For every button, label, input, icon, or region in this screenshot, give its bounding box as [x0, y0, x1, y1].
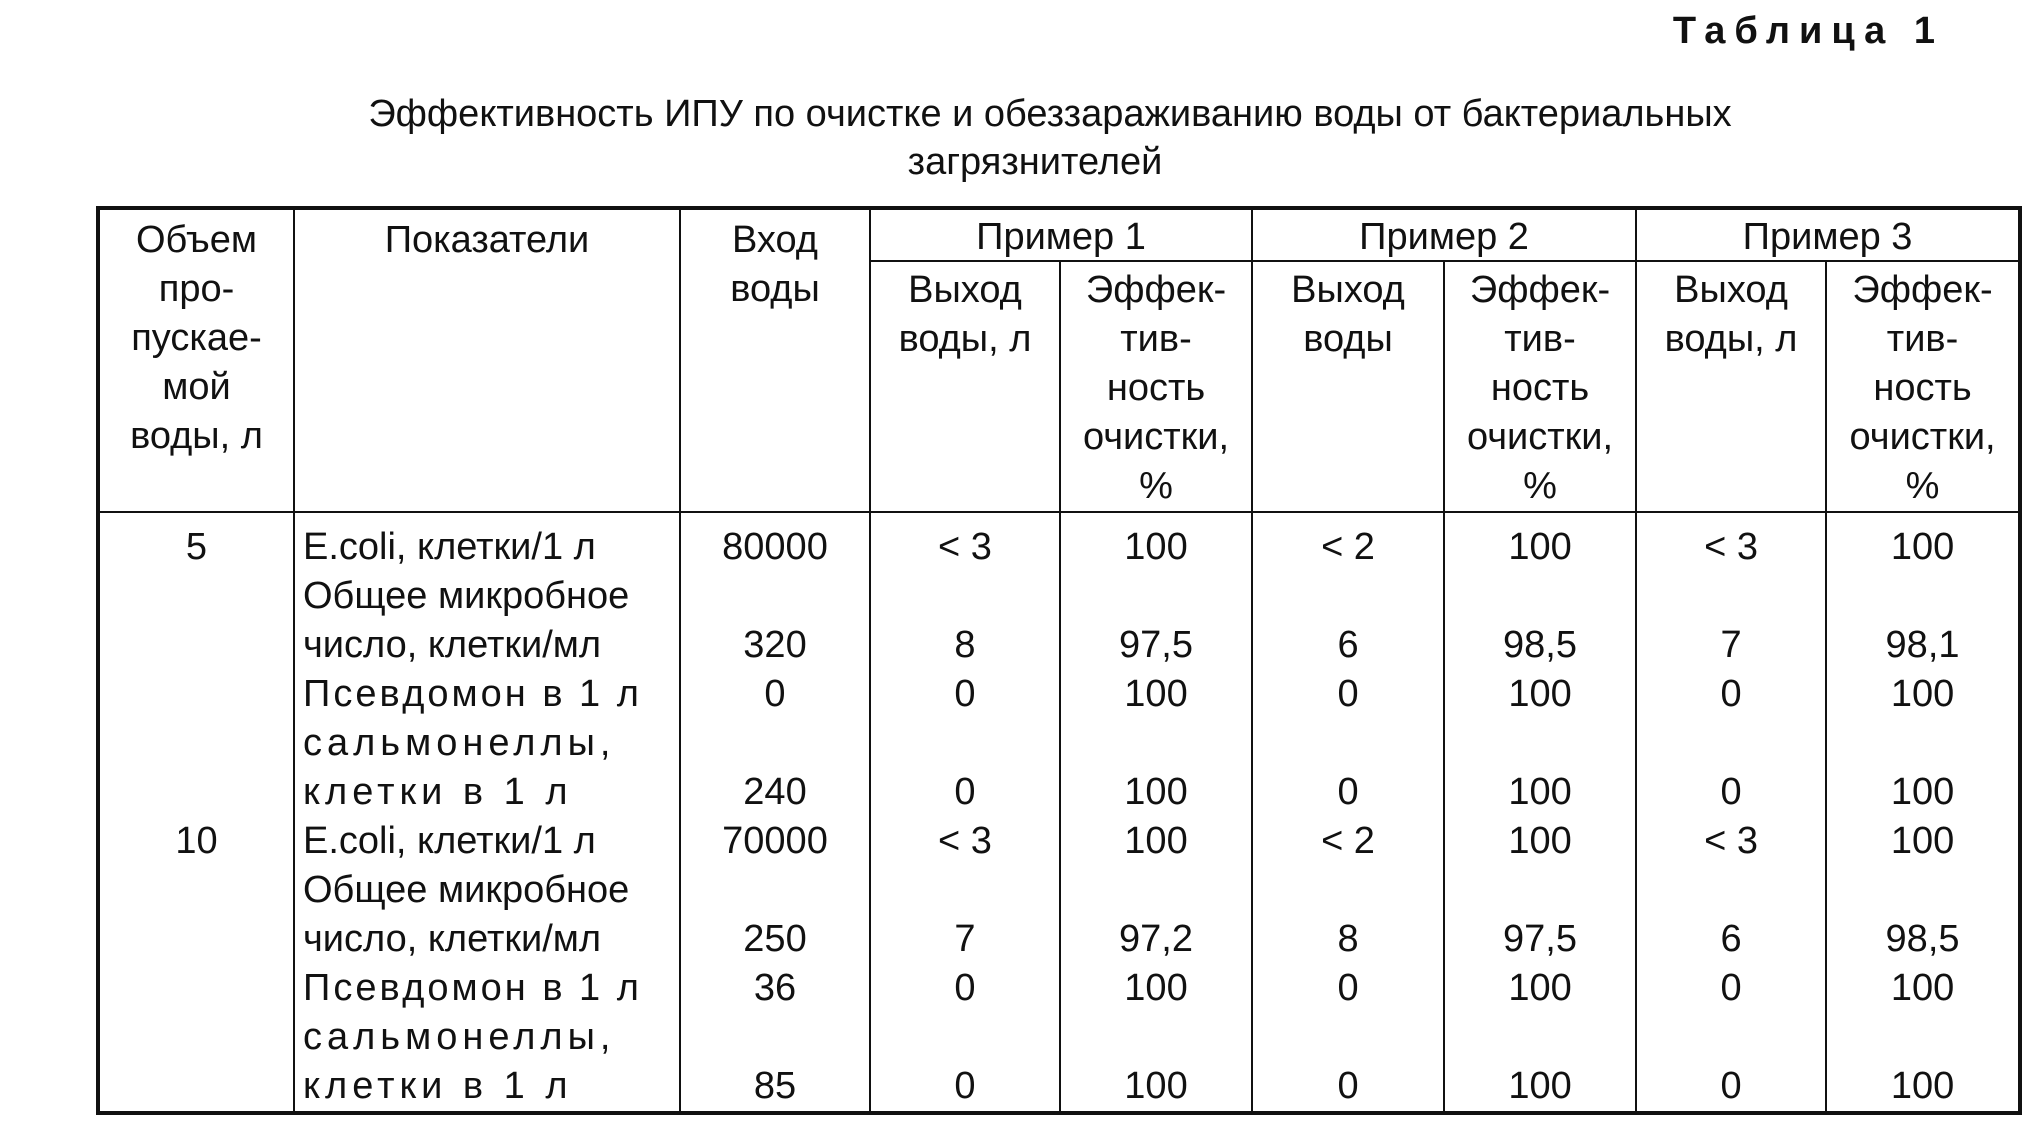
ex2-efficiency-cell: 97,5	[1444, 866, 1636, 964]
input-cell: 70000	[680, 817, 870, 866]
col-header-ex3-efficiency: Эффек- тив- ность очистки, %	[1826, 261, 2020, 512]
indicator-cell: сальмонеллы, клетки в 1 л	[294, 719, 680, 817]
ex3-output-cell: 0	[1636, 964, 1826, 1013]
ex2-output-cell: < 2	[1252, 817, 1444, 866]
table-number-label: Таблица 1	[1672, 10, 1944, 52]
ex1-output-cell: 7	[870, 866, 1060, 964]
caption-line-1: Эффективность ИПУ по очистке и обеззараживанию воды от бактериальных	[368, 93, 1732, 135]
input-cell: 250	[680, 866, 870, 964]
indicator-cell: сальмонеллы, клетки в 1 л	[294, 1013, 680, 1113]
ex2-efficiency-cell: 100	[1444, 1013, 1636, 1113]
ex1-output-cell: 0	[870, 670, 1060, 719]
ex3-output-cell: 0	[1636, 719, 1826, 817]
input-cell: 240	[680, 719, 870, 817]
col-header-input: Вход воды	[680, 208, 870, 512]
header-row-1	[98, 208, 2020, 261]
indicator-cell: E.coli, клетки/1 л	[294, 817, 680, 866]
ex2-output-cell: 0	[1252, 1013, 1444, 1113]
volume-cell	[98, 719, 294, 817]
indicator-cell: Общее микробное число, клетки/мл	[294, 866, 680, 964]
col-header-example-3: Пример 3	[1636, 208, 2020, 261]
volume-cell	[98, 1013, 294, 1113]
ex2-output-cell: 8	[1252, 866, 1444, 964]
ex1-efficiency-cell: 97,2	[1060, 866, 1252, 964]
ex1-output-cell: < 3	[870, 512, 1060, 572]
table-row	[98, 817, 2020, 866]
ex1-output-cell: 0	[870, 1013, 1060, 1113]
input-cell: 80000	[680, 512, 870, 572]
col-header-ex1-efficiency: Эффек- тив- ность очистки, %	[1060, 261, 1252, 512]
ex3-efficiency-cell: 100	[1826, 512, 2020, 572]
input-cell: 85	[680, 1013, 870, 1113]
ex3-efficiency-cell: 100	[1826, 719, 2020, 817]
ex2-efficiency-cell: 98,5	[1444, 572, 1636, 670]
volume-cell	[98, 866, 294, 964]
table-row	[98, 719, 2020, 817]
efficiency-table	[96, 206, 2022, 1115]
indicator-cell: Общее микробное число, клетки/мл	[294, 572, 680, 670]
col-header-ex2-output: Выход воды	[1252, 261, 1444, 512]
ex3-output-cell: 6	[1636, 866, 1826, 964]
indicator-cell: Псевдомон в 1 л	[294, 670, 680, 719]
ex2-output-cell: 0	[1252, 719, 1444, 817]
ex1-efficiency-cell: 100	[1060, 1013, 1252, 1113]
ex3-output-cell: 0	[1636, 1013, 1826, 1113]
ex1-output-cell: 0	[870, 964, 1060, 1013]
ex2-efficiency-cell: 100	[1444, 964, 1636, 1013]
ex2-efficiency-cell: 100	[1444, 719, 1636, 817]
ex3-efficiency-cell: 100	[1826, 670, 2020, 719]
ex3-output-cell: < 3	[1636, 512, 1826, 572]
ex3-output-cell: 0	[1636, 670, 1826, 719]
ex2-efficiency-cell: 100	[1444, 817, 1636, 866]
ex1-output-cell: 0	[870, 719, 1060, 817]
indicator-cell: Псевдомон в 1 л	[294, 964, 680, 1013]
ex3-output-cell: < 3	[1636, 817, 1826, 866]
input-cell: 320	[680, 572, 870, 670]
caption-line-2: загрязнителей	[907, 141, 1163, 183]
volume-cell	[98, 670, 294, 719]
table-row	[98, 866, 2020, 964]
table-row	[98, 964, 2020, 1013]
col-header-indicators: Показатели	[294, 208, 680, 512]
table-caption	[0, 90, 2040, 186]
volume-cell: 10	[98, 817, 294, 866]
ex1-efficiency-cell: 100	[1060, 719, 1252, 817]
ex2-output-cell: 6	[1252, 572, 1444, 670]
ex1-efficiency-cell: 100	[1060, 512, 1252, 572]
volume-cell: 5	[98, 512, 294, 572]
ex3-output-cell: 7	[1636, 572, 1826, 670]
table-header	[98, 208, 2020, 512]
ex2-output-cell: 0	[1252, 670, 1444, 719]
ex1-efficiency-cell: 100	[1060, 817, 1252, 866]
col-header-example-2: Пример 2	[1252, 208, 1636, 261]
ex1-output-cell: 8	[870, 572, 1060, 670]
ex2-efficiency-cell: 100	[1444, 512, 1636, 572]
ex3-efficiency-cell: 98,1	[1826, 572, 2020, 670]
ex1-efficiency-cell: 100	[1060, 670, 1252, 719]
table-body	[98, 512, 2020, 1113]
ex3-efficiency-cell: 100	[1826, 964, 2020, 1013]
table-row	[98, 512, 2020, 572]
col-header-volume: Объем про- пускае- мой воды, л	[98, 208, 294, 512]
ex1-output-cell: < 3	[870, 817, 1060, 866]
col-header-ex3-output: Выход воды, л	[1636, 261, 1826, 512]
indicator-cell: E.coli, клетки/1 л	[294, 512, 680, 572]
input-cell: 36	[680, 964, 870, 1013]
col-header-ex1-output: Выход воды, л	[870, 261, 1060, 512]
col-header-ex2-efficiency: Эффек- тив- ность очистки, %	[1444, 261, 1636, 512]
ex2-output-cell: < 2	[1252, 512, 1444, 572]
table-row	[98, 670, 2020, 719]
ex2-output-cell: 0	[1252, 964, 1444, 1013]
volume-cell	[98, 572, 294, 670]
ex3-efficiency-cell: 100	[1826, 817, 2020, 866]
ex2-efficiency-cell: 100	[1444, 670, 1636, 719]
ex3-efficiency-cell: 100	[1826, 1013, 2020, 1113]
ex3-efficiency-cell: 98,5	[1826, 866, 2020, 964]
table-row	[98, 1013, 2020, 1113]
table-row	[98, 572, 2020, 670]
ex1-efficiency-cell: 97,5	[1060, 572, 1252, 670]
input-cell: 0	[680, 670, 870, 719]
ex1-efficiency-cell: 100	[1060, 964, 1252, 1013]
col-header-example-1: Пример 1	[870, 208, 1252, 261]
volume-cell	[98, 964, 294, 1013]
